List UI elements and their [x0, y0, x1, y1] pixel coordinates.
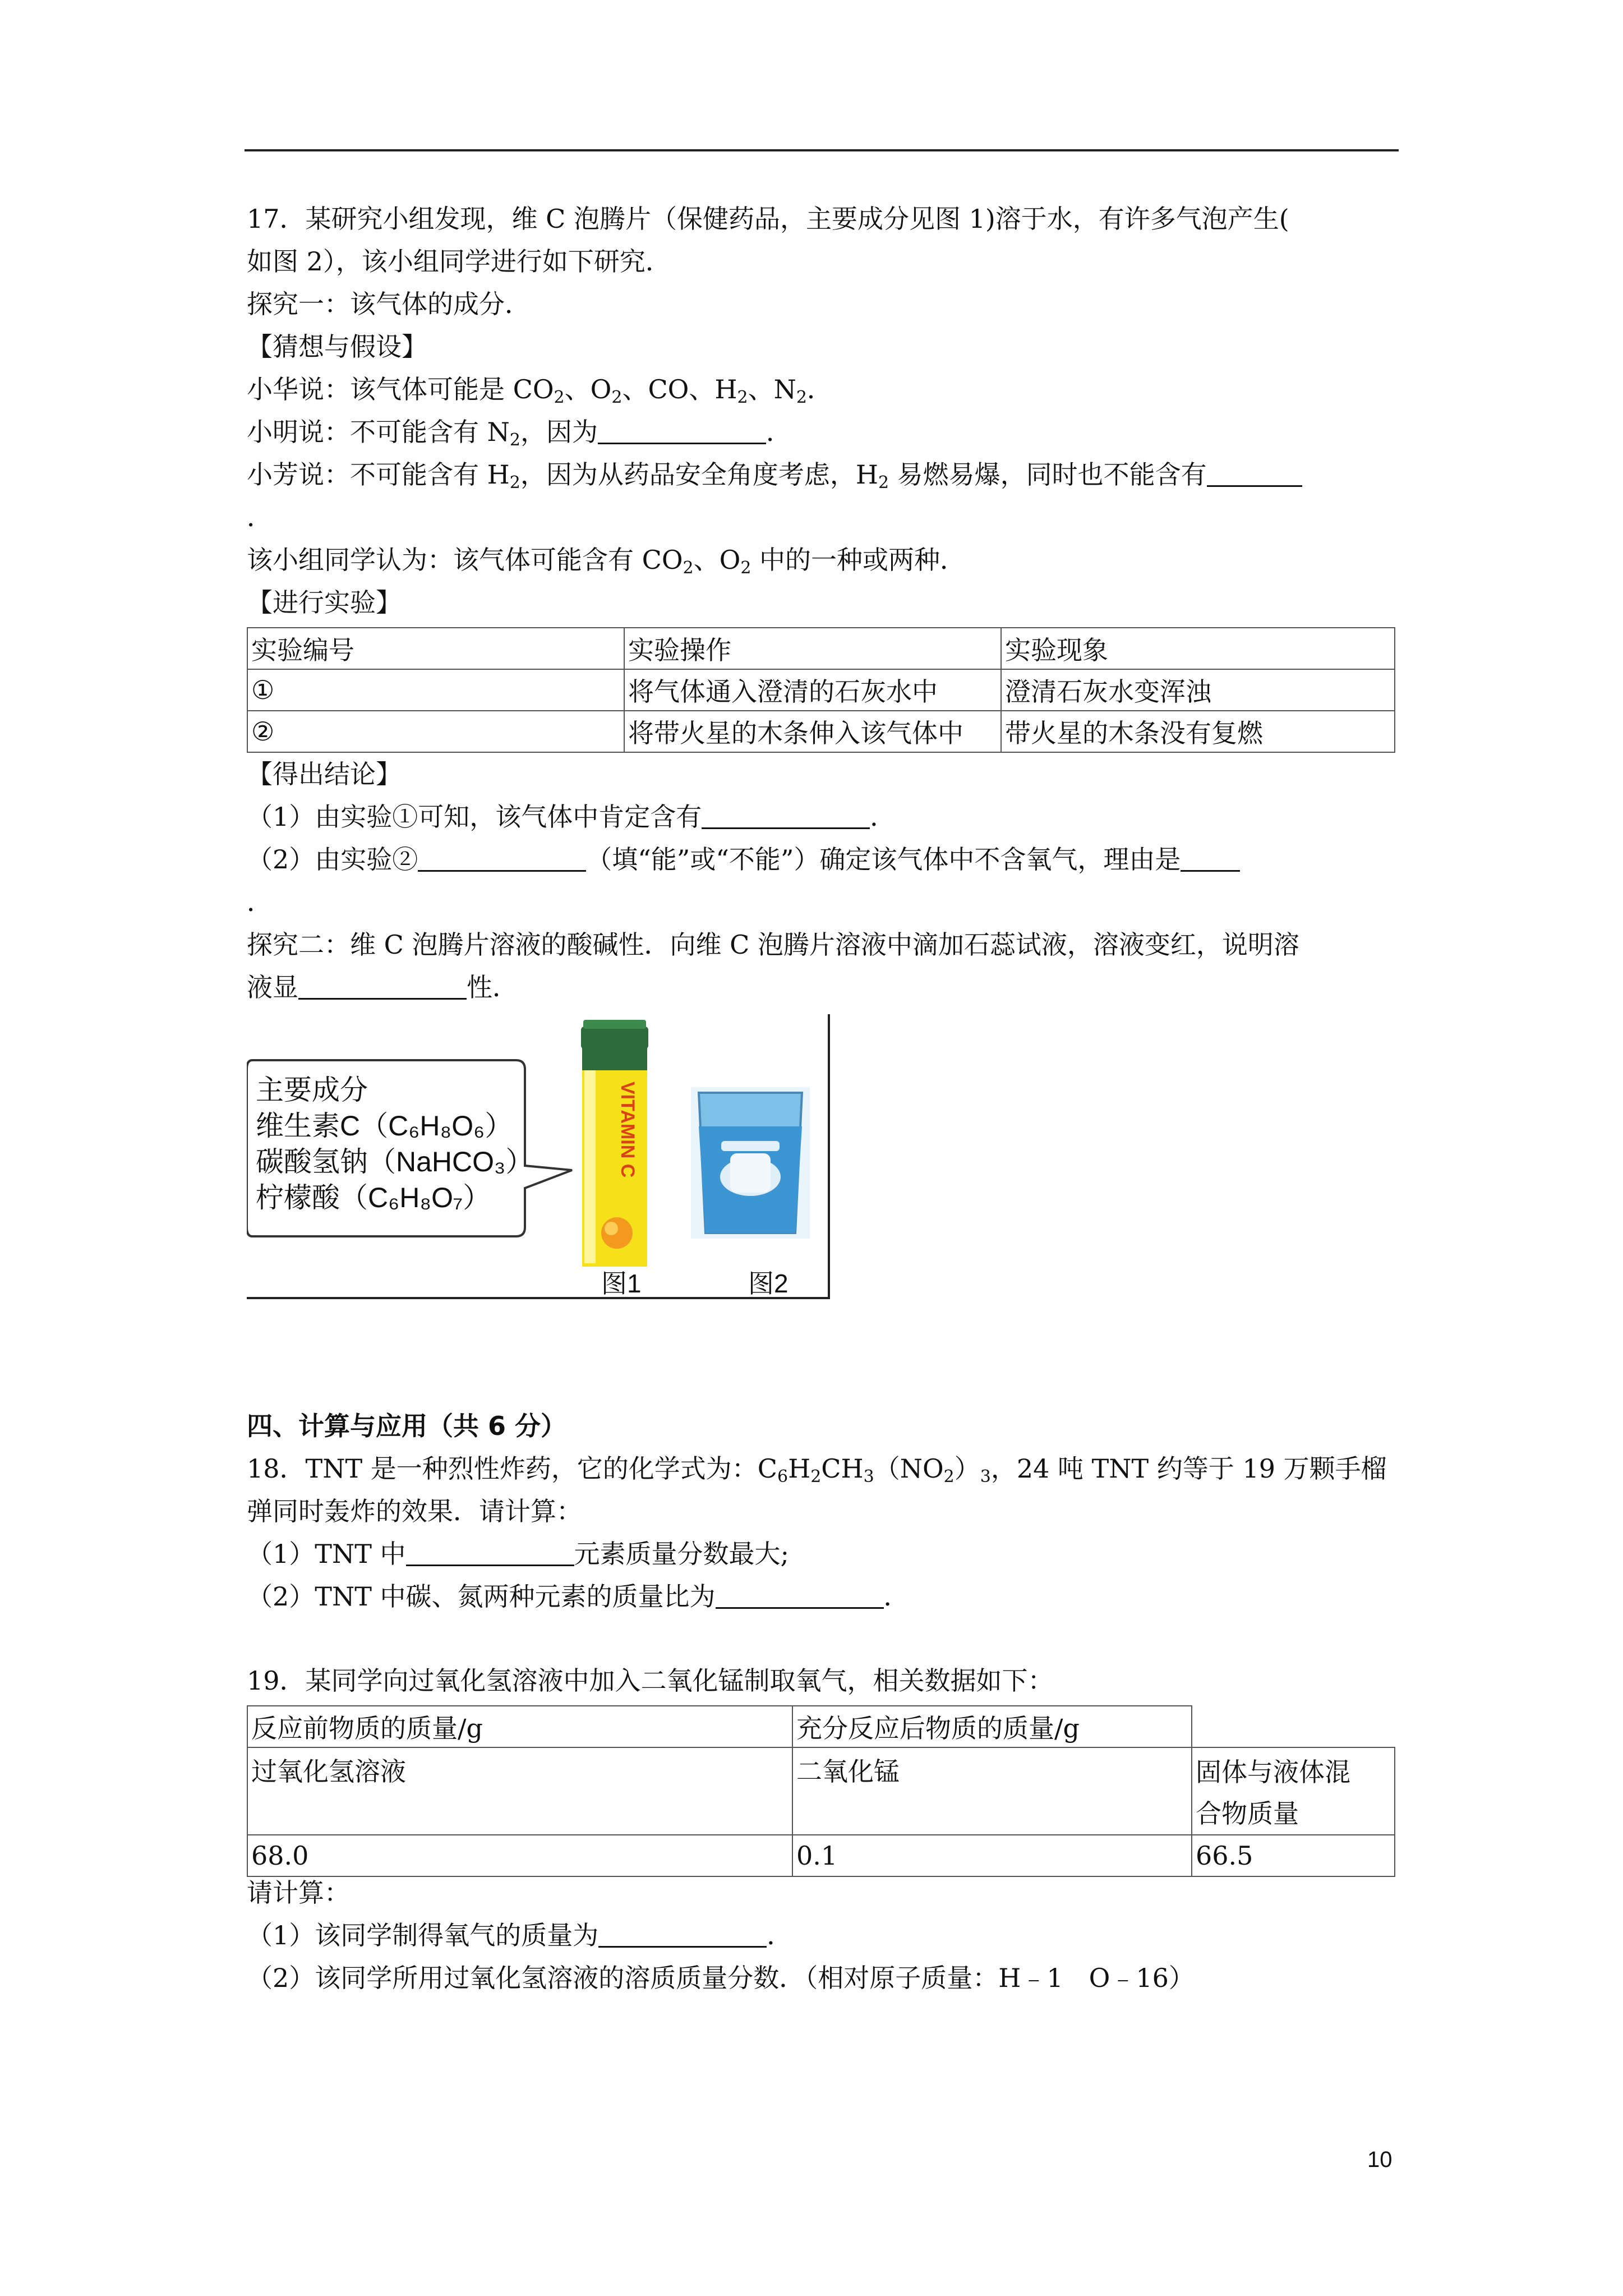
table-cell: 过氧化氢溶液: [247, 1747, 792, 1835]
hypothesis-heading: 【猜想与假设】: [247, 332, 427, 362]
answer-blank[interactable]: [298, 973, 467, 1000]
explore1-title: 探究一：该气体的成分．: [247, 289, 531, 319]
table-cell: 将带火星的木条伸入该气体中: [624, 711, 1001, 752]
table-header-cell: 反应前物质的质量/g: [247, 1706, 792, 1747]
group-line: 该小组同学认为：该气体可能含有 $CO_2$、$O_2$ 中的一种或两种．: [247, 545, 966, 578]
table-row: [247, 1706, 1395, 1747]
table-header-cell: 实验现象: [1001, 628, 1395, 669]
table-cell: 0.1: [792, 1835, 1192, 1876]
table-row: [247, 669, 1395, 711]
xiaofang-cont: ．: [247, 502, 273, 532]
table-header-cell: 实验编号: [247, 628, 624, 669]
conclusion-2: （2）由实验② （填“能”或“不能”）确定该气体中不含氧气，理由是: [247, 843, 1240, 876]
answer-blank[interactable]: [1207, 461, 1302, 487]
answer-blank[interactable]: [598, 1921, 767, 1948]
table-cell: 澄清石灰水变浑浊: [1001, 669, 1395, 711]
page-number: 10: [1367, 2147, 1393, 2172]
callout-title: 主要成分: [256, 1074, 368, 1106]
glass-of-water-image: [691, 1087, 810, 1239]
ingredient-item: 维生素C（C₆H₈O₆）: [256, 1110, 513, 1142]
table-empty-cell: [1192, 1706, 1395, 1747]
q18-part2: （2）TNT 中碳、氮两种元素的质量比为 ．: [247, 1581, 910, 1612]
explore2-line2: 液显 性．: [247, 972, 518, 1002]
xiaofang-line: 小芳说：不可能含有 $H_2$，因为从药品安全角度考虑，$H_2$ 易燃易爆，同时也不能含有: [247, 458, 1302, 491]
mass-data-table: [247, 1705, 1395, 1877]
answer-blank[interactable]: [1181, 845, 1240, 872]
q18-line1: 18．TNT 是一种烈性炸药，它的化学式为：$C_6H_2CH_3(NO_2)_3$，24 吨 TNT 约等于 19 万颗手榴: [247, 1453, 1387, 1487]
q18-line2: 弹同时轰炸的效果．请计算：: [247, 1496, 582, 1526]
answer-blank[interactable]: [598, 418, 766, 444]
table-header-cell: 实验操作: [624, 628, 1001, 669]
table-cell: [1192, 1747, 1395, 1835]
answer-blank[interactable]: [702, 803, 870, 829]
answer-blank[interactable]: [406, 1540, 574, 1566]
conclusion-heading: 【得出结论】: [247, 759, 402, 789]
xiaoming-line: 小明说：不可能含有 $N_2$，因为 ．: [247, 417, 792, 450]
table-cell: 68.0: [247, 1835, 792, 1876]
experiment-heading: 【进行实验】: [247, 587, 402, 618]
explore2-line1: 探究二：维 C 泡腾片溶液的酸碱性．向维 C 泡腾片溶液中滴加石蕊试液，溶液变红，说明溶: [247, 930, 1299, 960]
q18-part1: （1）TNT 中 元素质量分数最大;: [247, 1539, 790, 1569]
vitamin-c-figure: [247, 1014, 833, 1300]
conclusion-1: （1）由实验①可知，该气体中肯定含有 ．: [247, 802, 896, 832]
table-cell: 66.5: [1192, 1835, 1395, 1876]
section4-title: 四、计算与应用（共 6 分）: [247, 1411, 567, 1441]
answer-blank[interactable]: [418, 845, 586, 872]
table-header-cell: 充分反应后物质的质量/g: [792, 1706, 1192, 1747]
table-cell: ①: [247, 669, 624, 711]
table-row: [247, 1835, 1395, 1876]
q19-calc-heading: 请计算：: [247, 1878, 350, 1908]
q17-line1: 17．某研究小组发现，维 C 泡腾片（保健药品，主要成分见图 1)溶于水，有许多气泡产生(: [247, 204, 1289, 234]
table-row: [247, 1747, 1395, 1835]
table-row: [247, 628, 1395, 669]
table-row: [247, 711, 1395, 752]
xiaohua-line: 小华说：该气体可能是 $CO_2$、$O_2$、CO、$H_2$、$N_2$．: [247, 374, 833, 407]
experiment-table: [247, 627, 1395, 753]
header-rule: [245, 149, 1399, 151]
table-cell: 将气体通入澄清的石灰水中: [624, 669, 1001, 711]
table-cell: 二氧化锰: [792, 1747, 1192, 1835]
table-cell: 带火星的木条没有复燃: [1001, 711, 1395, 752]
q19-part1: （1）该同学制得氧气的质量为 ．: [247, 1920, 793, 1950]
table-cell-line: 合物质量: [1196, 1798, 1299, 1829]
q17-line2: 如图 2），该小组同学进行如下研究．: [247, 246, 671, 277]
conclusion-2-cont: ．: [247, 887, 273, 917]
tube-label: VITAMIN C: [617, 1082, 638, 1178]
q19-intro: 19．某同学向过氧化氢溶液中加入二氧化锰制取氧气，相关数据如下：: [247, 1665, 1054, 1696]
figure-2-label: 图2: [748, 1269, 789, 1298]
figure-1-label: 图1: [601, 1269, 642, 1298]
q19-part2: （2）该同学所用过氧化氢溶液的溶质质量分数．（相对原子质量：H﹣1 O﹣16）: [247, 1963, 1195, 1993]
table-cell: ②: [247, 711, 624, 752]
ingredient-item: 碳酸氢钠（NaHCO₃）: [256, 1146, 534, 1177]
answer-blank[interactable]: [716, 1582, 884, 1609]
vitamin-tube-image: [581, 1020, 648, 1267]
ingredient-item: 柠檬酸（C₆H₈O₇）: [256, 1182, 491, 1213]
table-cell-line: 固体与液体混: [1196, 1757, 1350, 1787]
